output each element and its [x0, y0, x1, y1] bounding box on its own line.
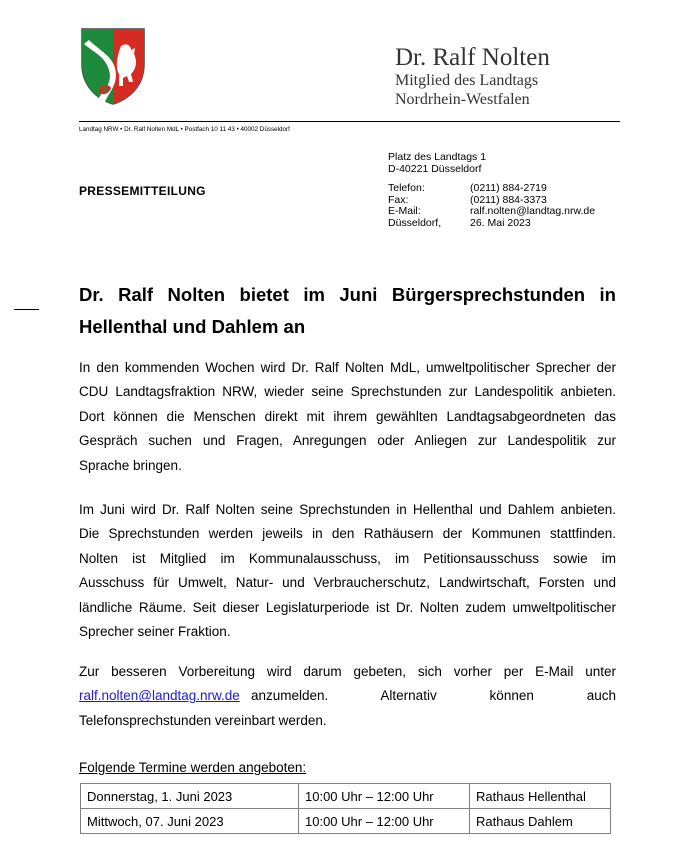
date-cell: Mittwoch, 07. Juni 2023: [81, 809, 299, 834]
text-line: Nolten ist Mitglied im Kommunalausschuss, im Petitionsausschuss sowie im: [79, 550, 616, 566]
appointments-table: [80, 783, 611, 834]
paragraph-1: [79, 356, 616, 478]
contact-label: E-Mail:: [388, 205, 421, 217]
contact-value: 26. Mai 2023: [470, 216, 531, 229]
nrw-coat-of-arms-icon: [79, 26, 147, 106]
text-line: Die Sprechstunden werden jeweils in den Rathäusern der Kommunen stattfinden.: [79, 526, 616, 542]
date-cell: Donnerstag, 1. Juni 2023: [81, 784, 299, 809]
text-line-with-link: [79, 684, 616, 708]
address-city: D-40221 Düsseldorf: [388, 163, 482, 175]
place-cell: Rathaus Dahlem: [470, 809, 611, 834]
contact-label: Düsseldorf,: [388, 216, 442, 229]
sender-line: Landtag NRW • Dr. Ralf Nolten MdL • Postfach 10 11 43 • 40002 Düsseldorf: [79, 126, 290, 133]
contact-value: ralf.nolten@landtag.nrw.de: [470, 205, 596, 217]
contact-block: [388, 183, 595, 229]
text-line: Sprecher seiner Fraktion.: [79, 624, 231, 640]
headline-line: Dr. Ralf Nolten bietet im Juni Bürgersprechstunden in: [79, 284, 616, 305]
table-row: [81, 809, 611, 834]
text-line: Zur besseren Vorbereitung wird darum gebeten, sich vorher per E-Mail unter: [79, 664, 616, 679]
address-street: Platz des Landtags 1: [388, 151, 487, 163]
text-line: Im Juni wird Dr. Ralf Nolten seine Sprechstunden in Hellenthal und Dahlem anbieten.: [79, 502, 616, 517]
headline: [79, 279, 616, 343]
contact-phone: [388, 183, 595, 195]
paragraph-3: [79, 660, 616, 733]
contact-value: (0211) 884-2719: [470, 182, 547, 194]
text-line: Dort können die Menschen direkt mit ihrem gewählten Landtagsabgeordneten das: [79, 408, 616, 424]
representative-name: Dr. Ralf Nolten: [395, 44, 550, 71]
text-line: Gespräch suchen und Fragen, Anregungen oder Anliegen zur Landespolitik zur: [79, 433, 616, 449]
contact-value: (0211) 884-3373: [470, 193, 547, 206]
header-rule: [79, 121, 620, 122]
paragraph-2: [79, 498, 616, 644]
time-cell: 10:00 Uhr – 12:00 Uhr: [299, 809, 470, 834]
text-line: ländliche Räume. Seit dieser Legislaturperiode ist Dr. Nolten zudem umweltpolitischer: [79, 599, 616, 615]
document-type: PRESSEMITTEILUNG: [79, 184, 206, 198]
time-cell: 10:00 Uhr – 12:00 Uhr: [299, 784, 470, 809]
contact-label: Telefon:: [388, 182, 425, 194]
text-line: In den kommenden Wochen wird Dr. Ralf Nolten MdL, umweltpolitischer Sprecher der: [79, 360, 616, 375]
place-cell: Rathaus Hellenthal: [470, 784, 611, 809]
contact-date: [388, 218, 595, 230]
appointments-title: Folgende Termine werden angeboten:: [79, 760, 307, 775]
text-line: CDU Landtagsfraktion NRW, wieder seine Sprechstunden zur Landespolitik anbieten.: [79, 384, 616, 400]
contact-email: [388, 206, 595, 218]
title-line-1: Mitglied des Landtags: [395, 72, 539, 89]
fold-mark: [14, 309, 39, 310]
headline-line: Hellenthal und Dahlem an: [79, 316, 306, 337]
text-line: Ausschuss für Umwelt, Natur- und Verbraucherschutz, Landwirtschaft, Forsten und: [79, 575, 616, 591]
table-row: [81, 784, 611, 809]
title-line-2: Nordrhein-Westfalen: [395, 91, 530, 108]
contact-label: Fax:: [388, 193, 409, 206]
text-line: Telefonsprechstunden vereinbart werden.: [79, 712, 327, 728]
text-line: Sprache bringen.: [79, 457, 182, 473]
text-fragment: anzumelden. Alternativ können auch: [251, 688, 616, 704]
email-link[interactable]: ralf.nolten@landtag.nrw.de: [79, 688, 240, 704]
